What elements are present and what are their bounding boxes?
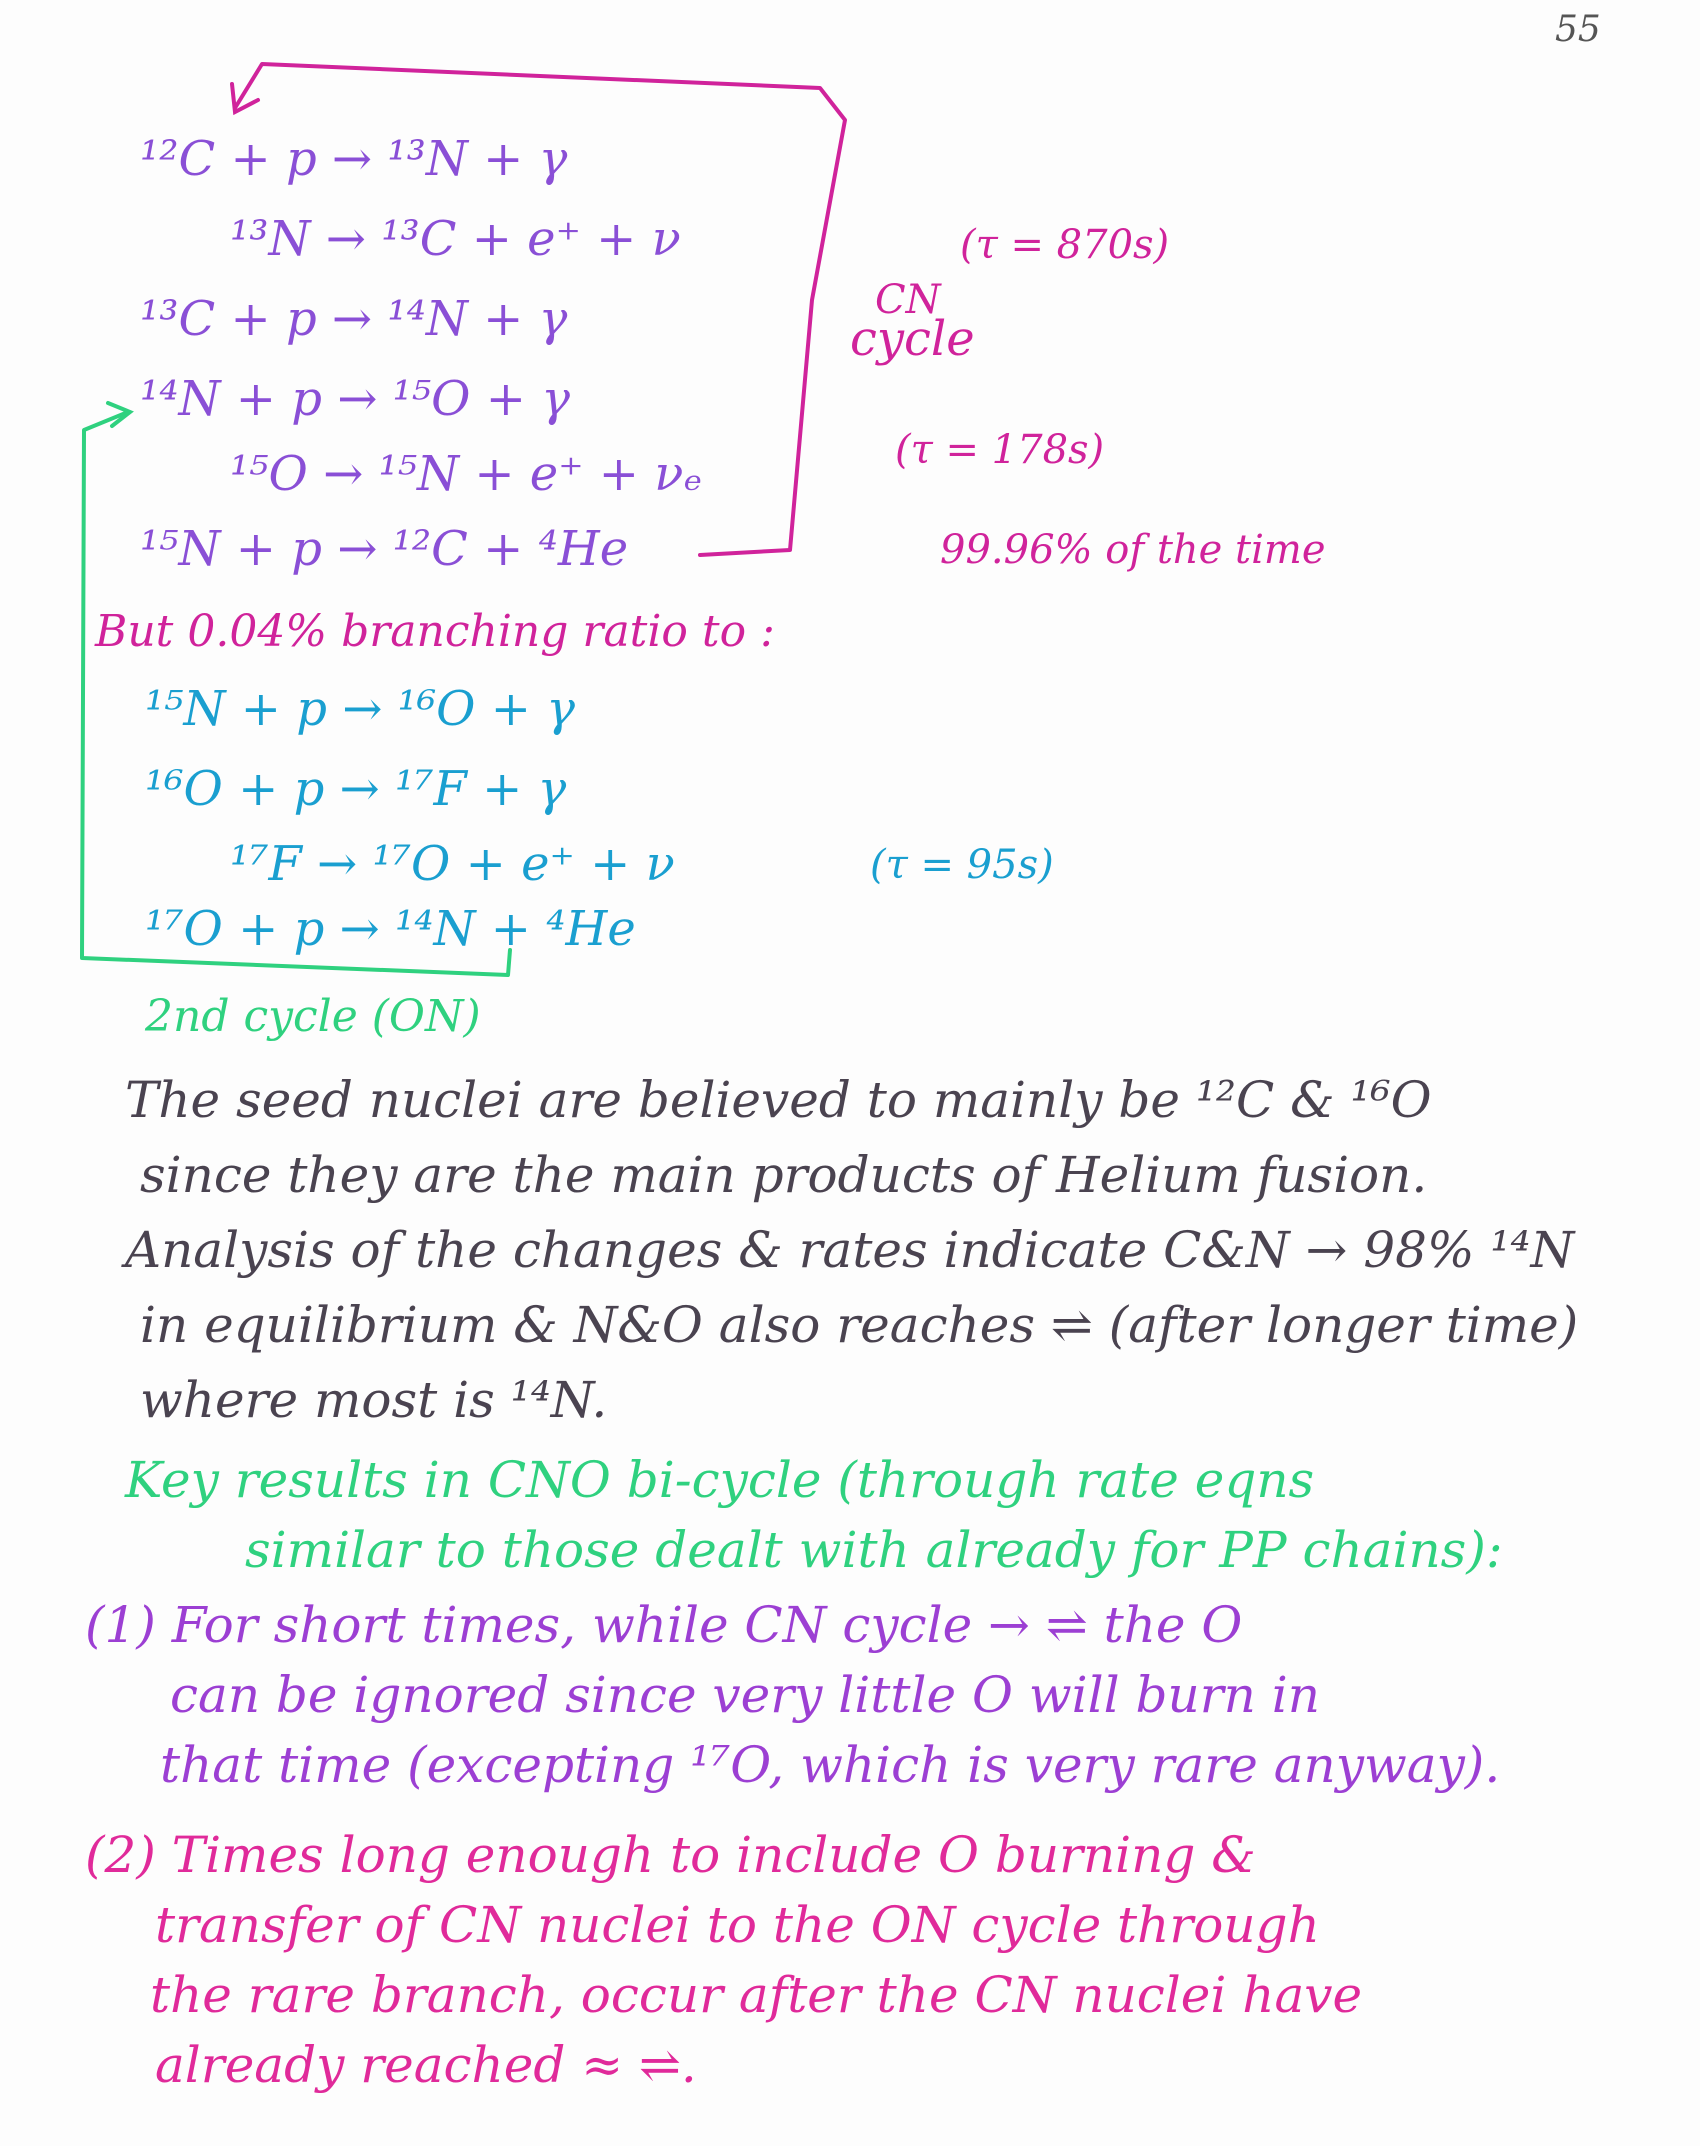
branch-intro: But 0.04% branching ratio to : [95,606,775,657]
cycle-label: cycle [850,311,975,367]
cn-reaction-2: ¹³N → ¹³C + e⁺ + ν [230,211,681,267]
on-cycle-label: 2nd cycle (ON) [145,991,481,1042]
point-1-line-2: can be ignored since very little O will burn in [170,1666,1320,1724]
paragraph-line-5: where most is ¹⁴N. [140,1371,608,1429]
point-1-line-3: that time (excepting ¹⁷O, which is very rare anyway). [160,1736,1501,1794]
cn-reaction-3: ¹³C + p → ¹⁴N + γ [140,291,568,347]
fraction-note: 99.96% of the time [940,527,1326,573]
tau-95: (τ = 95s) [870,842,1054,888]
branch-reaction-2: ¹⁶O + p → ¹⁷F + γ [145,761,567,817]
point-2-line-1: (2) Times long enough to include O burning & [85,1826,1256,1884]
branch-reaction-1: ¹⁵N + p → ¹⁶O + γ [145,681,575,737]
point-2-line-2: transfer of CN nuclei to the ON cycle through [155,1896,1320,1954]
paragraph-line-2: since they are the main products of Helium fusion. [140,1146,1428,1204]
branch-reaction-4: ¹⁷O + p → ¹⁴N + ⁴He [145,901,636,957]
key-results-line-2: similar to those dealt with already for PP chains): [245,1521,1503,1579]
point-2-line-4: already reached ≈ ⇌. [155,2036,697,2094]
cn-reaction-5: ¹⁵O → ¹⁵N + e⁺ + νₑ [230,446,703,502]
tau-178: (τ = 178s) [895,427,1105,473]
paragraph-line-3: Analysis of the changes & rates indicate C&N → 98% ¹⁴N [125,1221,1575,1279]
cn-reaction-4: ¹⁴N + p → ¹⁵O + γ [140,371,570,427]
cn-label: CN [875,277,941,323]
branch-reaction-3: ¹⁷F → ¹⁷O + e⁺ + ν [230,836,675,892]
cn-reaction-1: ¹²C + p → ¹³N + γ [140,131,568,187]
paragraph-line-1: The seed nuclei are believed to mainly be ¹²C & ¹⁶O [125,1071,1432,1129]
paragraph-line-4: in equilibrium & N&O also reaches ⇌ (after longer time) [140,1296,1579,1354]
tau-870: (τ = 870s) [960,222,1170,268]
point-1-line-1: (1) For short times, while CN cycle → ⇌ the O [85,1596,1243,1654]
key-results-line-1: Key results in CNO bi-cycle (through rate eqns [125,1451,1315,1509]
page-number: 55 [1555,9,1601,50]
point-2-line-3: the rare branch, occur after the CN nuclei have [150,1966,1363,2024]
cn-reaction-6: ¹⁵N + p → ¹²C + ⁴He [140,521,629,577]
